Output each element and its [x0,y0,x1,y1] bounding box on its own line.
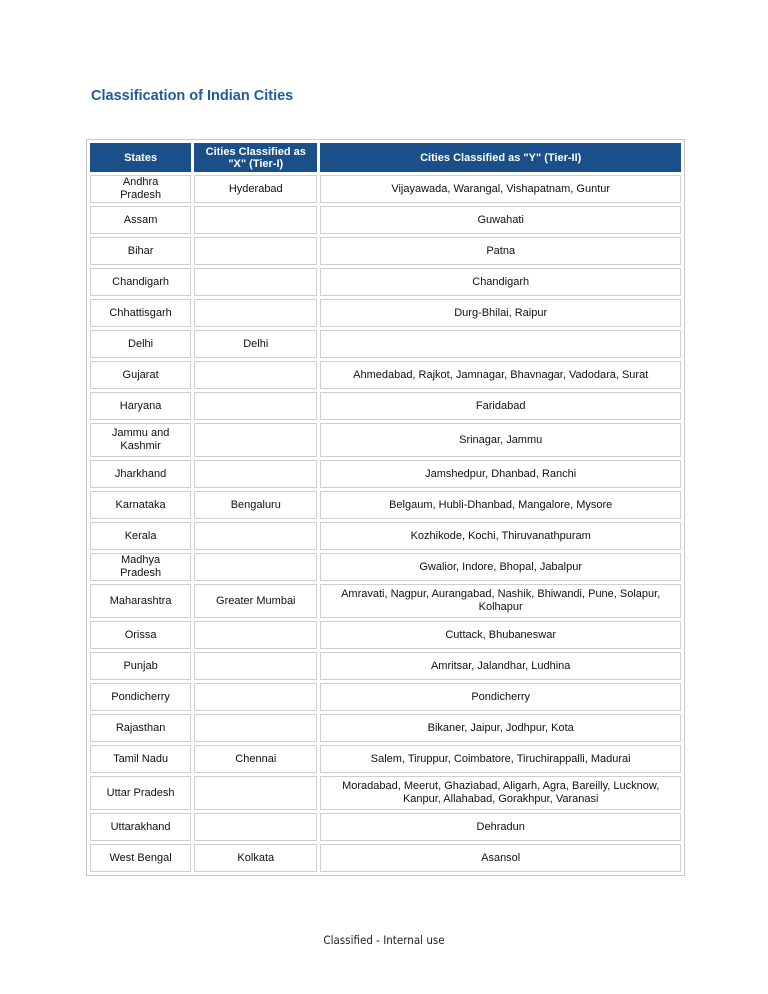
table-row [90,330,681,358]
state-cell: Jammu and Kashmir [90,423,191,457]
table-header [90,143,681,172]
table-row [90,584,681,618]
state-cell: Uttar Pradesh [90,776,191,810]
tier2-cell: Gwalior, Indore, Bhopal, Jabalpur [320,553,681,581]
header-tier1: Cities Classified as "X" (Tier-I) [194,143,317,172]
state-cell: Haryana [90,392,191,420]
table-row [90,299,681,327]
state-cell: Orissa [90,621,191,649]
state-cell: Tamil Nadu [90,745,191,773]
tier2-cell: Srinagar, Jammu [320,423,681,457]
tier1-cell [194,714,317,742]
tier1-cell: Bengaluru [194,491,317,519]
tier1-cell [194,237,317,265]
table-row [90,392,681,420]
state-cell: Andhra Pradesh [90,175,191,203]
tier1-cell: Delhi [194,330,317,358]
table-row [90,621,681,649]
tier2-cell: Chandigarh [320,268,681,296]
table-row [90,268,681,296]
tier1-cell [194,683,317,711]
state-cell: Jharkhand [90,460,191,488]
state-cell: Bihar [90,237,191,265]
state-cell: Rajasthan [90,714,191,742]
tier2-cell: Faridabad [320,392,681,420]
state-cell: Pondicherry [90,683,191,711]
table-row [90,776,681,810]
state-cell: Maharashtra [90,584,191,618]
table-row [90,745,681,773]
tier2-cell: Durg-Bhilai, Raipur [320,299,681,327]
table-row [90,652,681,680]
table-row [90,361,681,389]
tier2-cell: Dehradun [320,813,681,841]
header-states: States [90,143,191,172]
tier2-cell: Cuttack, Bhubaneswar [320,621,681,649]
tier1-cell: Chennai [194,745,317,773]
classification-footer: Classified - Internal use [323,933,445,947]
city-classification-table [87,140,684,875]
tier2-cell: Kozhikode, Kochi, Thiruvanathpuram [320,522,681,550]
tier1-cell [194,621,317,649]
header-tier2: Cities Classified as "Y" (Tier-II) [320,143,681,172]
tier2-cell: Guwahati [320,206,681,234]
table-row [90,175,681,203]
tier2-cell: Ahmedabad, Rajkot, Jamnagar, Bhavnagar, Vadodara, Surat [320,361,681,389]
state-cell: Madhya Pradesh [90,553,191,581]
tier2-cell: Asansol [320,844,681,872]
table-row [90,491,681,519]
city-classification-table-frame [86,139,685,876]
header-row [90,143,681,172]
tier1-cell [194,423,317,457]
table-row [90,460,681,488]
state-cell: Punjab [90,652,191,680]
tier1-cell [194,460,317,488]
tier2-cell: Pondicherry [320,683,681,711]
state-cell: Gujarat [90,361,191,389]
state-cell: Chandigarh [90,268,191,296]
tier1-cell [194,813,317,841]
tier1-cell [194,553,317,581]
tier2-cell: Amritsar, Jalandhar, Ludhina [320,652,681,680]
tier1-cell [194,206,317,234]
table-row [90,522,681,550]
table-body [90,175,681,872]
tier2-cell: Belgaum, Hubli-Dhanbad, Mangalore, Mysore [320,491,681,519]
state-cell: Karnataka [90,491,191,519]
tier1-cell [194,392,317,420]
tier1-cell [194,361,317,389]
state-cell: West Bengal [90,844,191,872]
table-row [90,844,681,872]
table-row [90,206,681,234]
table-row [90,237,681,265]
tier1-cell [194,268,317,296]
tier2-cell: Moradabad, Meerut, Ghaziabad, Aligarh, Agra, Bareilly, Lucknow, Kanpur, Allahabad, Gorakhpur, Varanasi [320,776,681,810]
state-cell: Assam [90,206,191,234]
page-title: Classification of Indian Cities [91,88,294,104]
tier1-cell: Kolkata [194,844,317,872]
tier1-cell [194,522,317,550]
table-row [90,683,681,711]
state-cell: Chhattisgarh [90,299,191,327]
tier2-cell: Jamshedpur, Dhanbad, Ranchi [320,460,681,488]
tier2-cell: Amravati, Nagpur, Aurangabad, Nashik, Bhiwandi, Pune, Solapur, Kolhapur [320,584,681,618]
tier2-cell: Patna [320,237,681,265]
table-row [90,553,681,581]
tier1-cell: Greater Mumbai [194,584,317,618]
tier1-cell: Hyderabad [194,175,317,203]
table-row [90,423,681,457]
table-row [90,813,681,841]
tier2-cell [320,330,681,358]
tier2-cell: Bikaner, Jaipur, Jodhpur, Kota [320,714,681,742]
state-cell: Kerala [90,522,191,550]
state-cell: Delhi [90,330,191,358]
state-cell: Uttarakhand [90,813,191,841]
tier1-cell [194,776,317,810]
tier2-cell: Vijayawada, Warangal, Vishapatnam, Guntur [320,175,681,203]
tier1-cell [194,652,317,680]
table-row [90,714,681,742]
tier1-cell [194,299,317,327]
tier2-cell: Salem, Tiruppur, Coimbatore, Tiruchirappalli, Madurai [320,745,681,773]
